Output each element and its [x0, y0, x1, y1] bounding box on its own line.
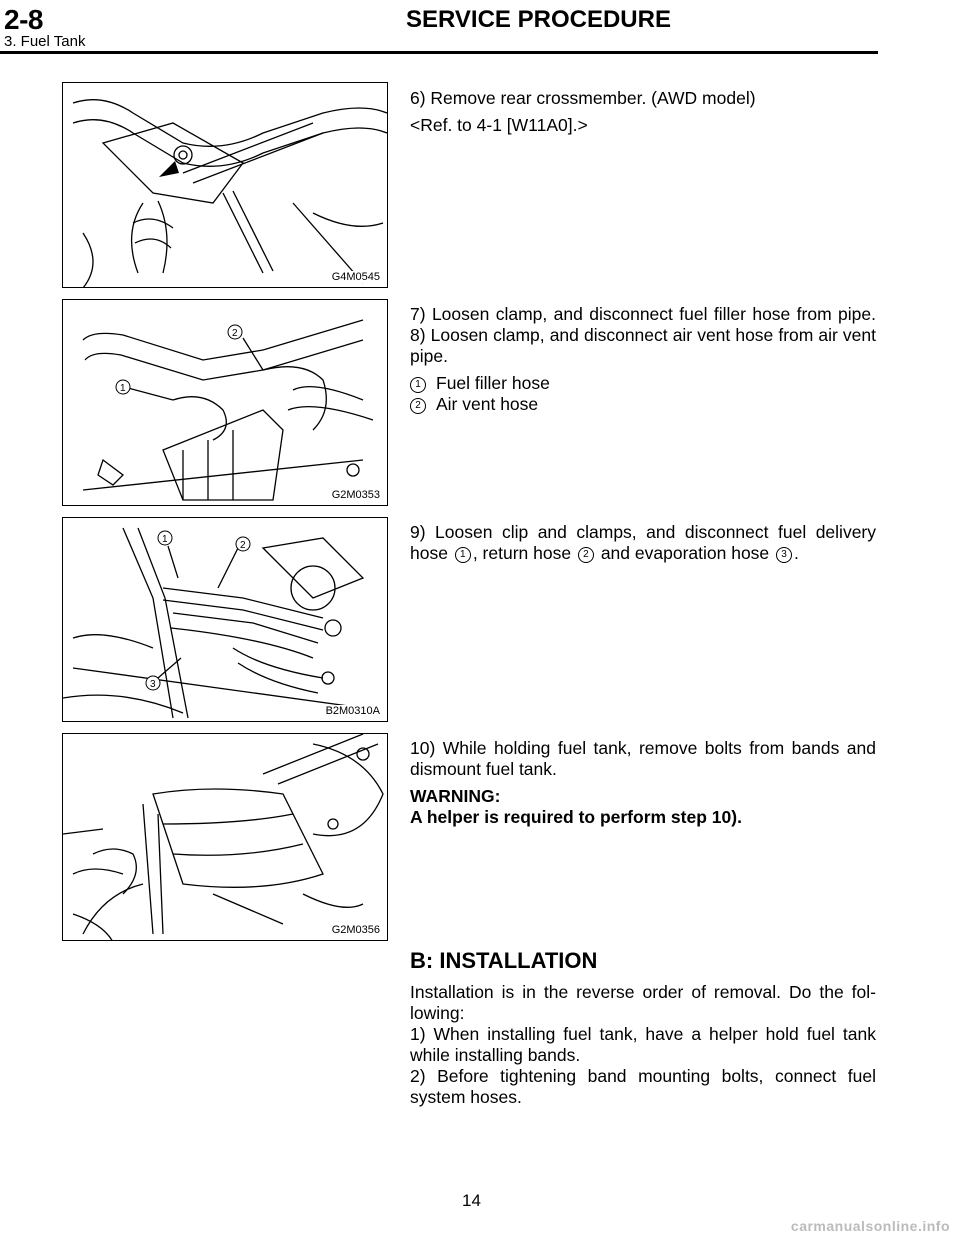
figure-code: G2M0353 — [331, 489, 380, 501]
fuel-tank-illustration — [63, 734, 388, 941]
installation-intro: Installation is in the reverse order of removal. Do the fol-lowing: — [410, 982, 876, 1023]
step-7-8-text — [410, 304, 876, 415]
step-10-instruction: 10) While holding fuel tank, remove bolts from bands and dismount fuel tank. — [410, 738, 876, 779]
step-6-text — [410, 88, 876, 136]
step-6-instruction: 6) Remove rear crossmember. (AWD model) — [410, 88, 756, 108]
callout-1: 1 — [120, 383, 126, 394]
warning-label: WARNING: — [410, 786, 501, 806]
callout-2: 2 — [240, 540, 246, 551]
callout-3: 3 — [150, 679, 156, 690]
callout-2: 2 — [232, 328, 238, 339]
step-9-instruction: 9) Loosen clip and clamps, and disconnect fuel delivery hose 1 , return hose 2 and evaporation hose 3 . — [410, 522, 876, 563]
step-9-text — [410, 522, 876, 564]
warning-text: A helper is required to perform step 10). — [410, 807, 742, 827]
figure-code: G2M0356 — [331, 924, 380, 936]
filler-hose-illustration — [63, 300, 388, 506]
callout-number: 2 — [578, 547, 594, 563]
figure-delivery-hose — [62, 517, 388, 722]
page-title: SERVICE PROCEDURE — [406, 6, 671, 33]
step-10-text — [410, 738, 876, 828]
callout-number: 1 — [410, 377, 426, 393]
callout-1: 1 — [162, 534, 168, 545]
installation-step-1: 1) When installing fuel tank, have a helper hold fuel tank while installing bands. — [410, 1024, 876, 1065]
section-number: 2-8 — [4, 4, 43, 35]
figure-filler-hose — [62, 299, 388, 506]
page-number: 14 — [462, 1191, 481, 1210]
installation-heading: B: INSTALLATION — [410, 948, 598, 973]
footer-watermark: carmanualsonline.info — [790, 1218, 950, 1234]
figure-crossmember — [62, 82, 388, 288]
figure-code: G4M0545 — [331, 271, 380, 283]
figure-code: B2M0310A — [325, 705, 380, 717]
legend-label: Fuel filler hose — [436, 373, 550, 393]
callout-number: 1 — [455, 547, 471, 563]
crossmember-illustration — [63, 83, 388, 288]
installation-step-2: 2) Before tightening band mounting bolts, connect fuel system hoses. — [410, 1066, 876, 1107]
legend-item-1 — [410, 373, 876, 394]
legend-label: Air vent hose — [436, 394, 539, 414]
figure-fuel-tank — [62, 733, 388, 941]
installation-text — [410, 982, 876, 1108]
callout-number: 3 — [776, 547, 792, 563]
step-6-reference: <Ref. to 4-1 [W11A0].> — [410, 115, 588, 135]
arrow-icon — [159, 161, 179, 177]
legend-item-2 — [410, 394, 876, 415]
delivery-hose-illustration — [63, 518, 388, 722]
header-divider — [0, 51, 878, 54]
callout-number: 2 — [410, 398, 426, 414]
section-subtitle: 3. Fuel Tank — [4, 33, 86, 50]
step-7-8-instruction: 7) Loosen clamp, and disconnect fuel filler hose from pipe. 8) Loosen clamp, and disconnect air vent hose from air vent pipe. — [410, 304, 876, 366]
